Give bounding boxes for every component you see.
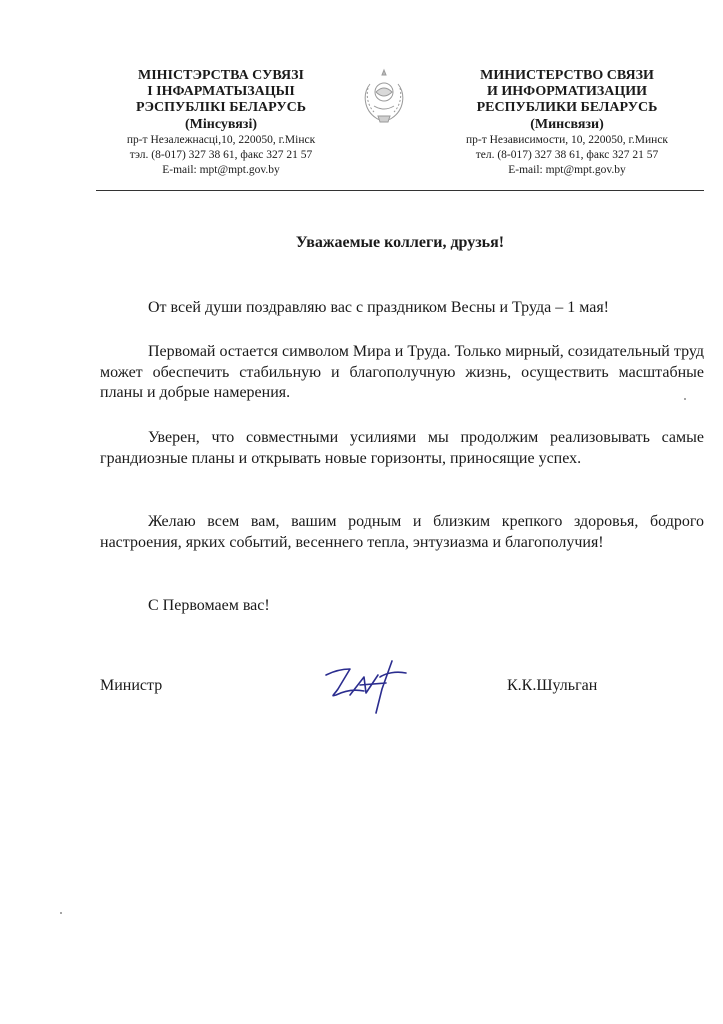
signatory-name: К.К.Шульган (507, 677, 598, 694)
letter-closing: С Первомаем вас! (148, 597, 270, 614)
signatory-role: Министр (100, 677, 163, 694)
letter-paragraph-2: Первомай остается символом Мира и Труда. Только мирный, созидательный труд может обеспечить стабильную и благополучную жизнь, осуществить масштабные планы и добрые намерения. (100, 343, 704, 401)
state-emblem-icon (356, 66, 412, 126)
letter-paragraph-4: Желаю всем вам, вашим родным и близким крепкого здоровья, бодрого настроения, ярких событий, весеннего тепла, энтузиазма и благополучия! (100, 513, 704, 551)
letterhead-left-title-line-2: І ІНФАРМАТЫЗАЦЫІ (147, 84, 295, 99)
scan-speck (60, 912, 62, 914)
letterhead-left-phone: тэл. (8-017) 327 38 61, факс 327 21 57 (129, 149, 313, 161)
letter-paragraph-3: Уверен, что совместными усилиями мы продолжим реализовывать самые грандиозные планы и открывать новые горизонты, приносящие успех. (100, 429, 704, 467)
letterhead-left (96, 68, 346, 178)
letterhead-right-title-line-3: РЕСПУБЛИКИ БЕЛАРУСЬ (476, 100, 658, 115)
letterhead-right-title-line-2: И ИНФОРМАТИЗАЦИИ (486, 84, 648, 99)
handwritten-signature (320, 655, 420, 717)
letterhead-left-short-name: (Мінсувязі) (185, 117, 257, 132)
letterhead-right-title-line-1: МИНИСТЕРСТВО СВЯЗИ (480, 68, 654, 83)
letterhead-right-phone: тел. (8-017) 327 38 61, факс 327 21 57 (475, 149, 659, 161)
letterhead-right-address: пр-т Независимости, 10, 220050, г.Минск (465, 134, 669, 146)
letterhead-left-email: E-mail: mpt@mpt.gov.by (162, 164, 280, 176)
letter-greeting: Уважаемые коллеги, друзья! (295, 234, 505, 251)
letterhead-divider (96, 190, 704, 191)
letter-paragraph-1: От всей души поздравляю вас с праздником Весны и Труда – 1 мая! (148, 299, 609, 316)
letterhead-right (446, 68, 688, 178)
scan-speck (684, 398, 686, 400)
letterhead-left-title-line-1: МІНІСТЭРСТВА СУВЯЗІ (138, 68, 304, 83)
letterhead-right-email: E-mail: mpt@mpt.gov.by (508, 164, 626, 176)
letterhead-left-title-line-3: РЭСПУБЛІКІ БЕЛАРУСЬ (135, 100, 306, 115)
letterhead-right-short-name: (Минсвязи) (530, 117, 604, 132)
letterhead-left-address: пр-т Незалежнасці,10, 220050, г.Мінск (126, 134, 316, 146)
